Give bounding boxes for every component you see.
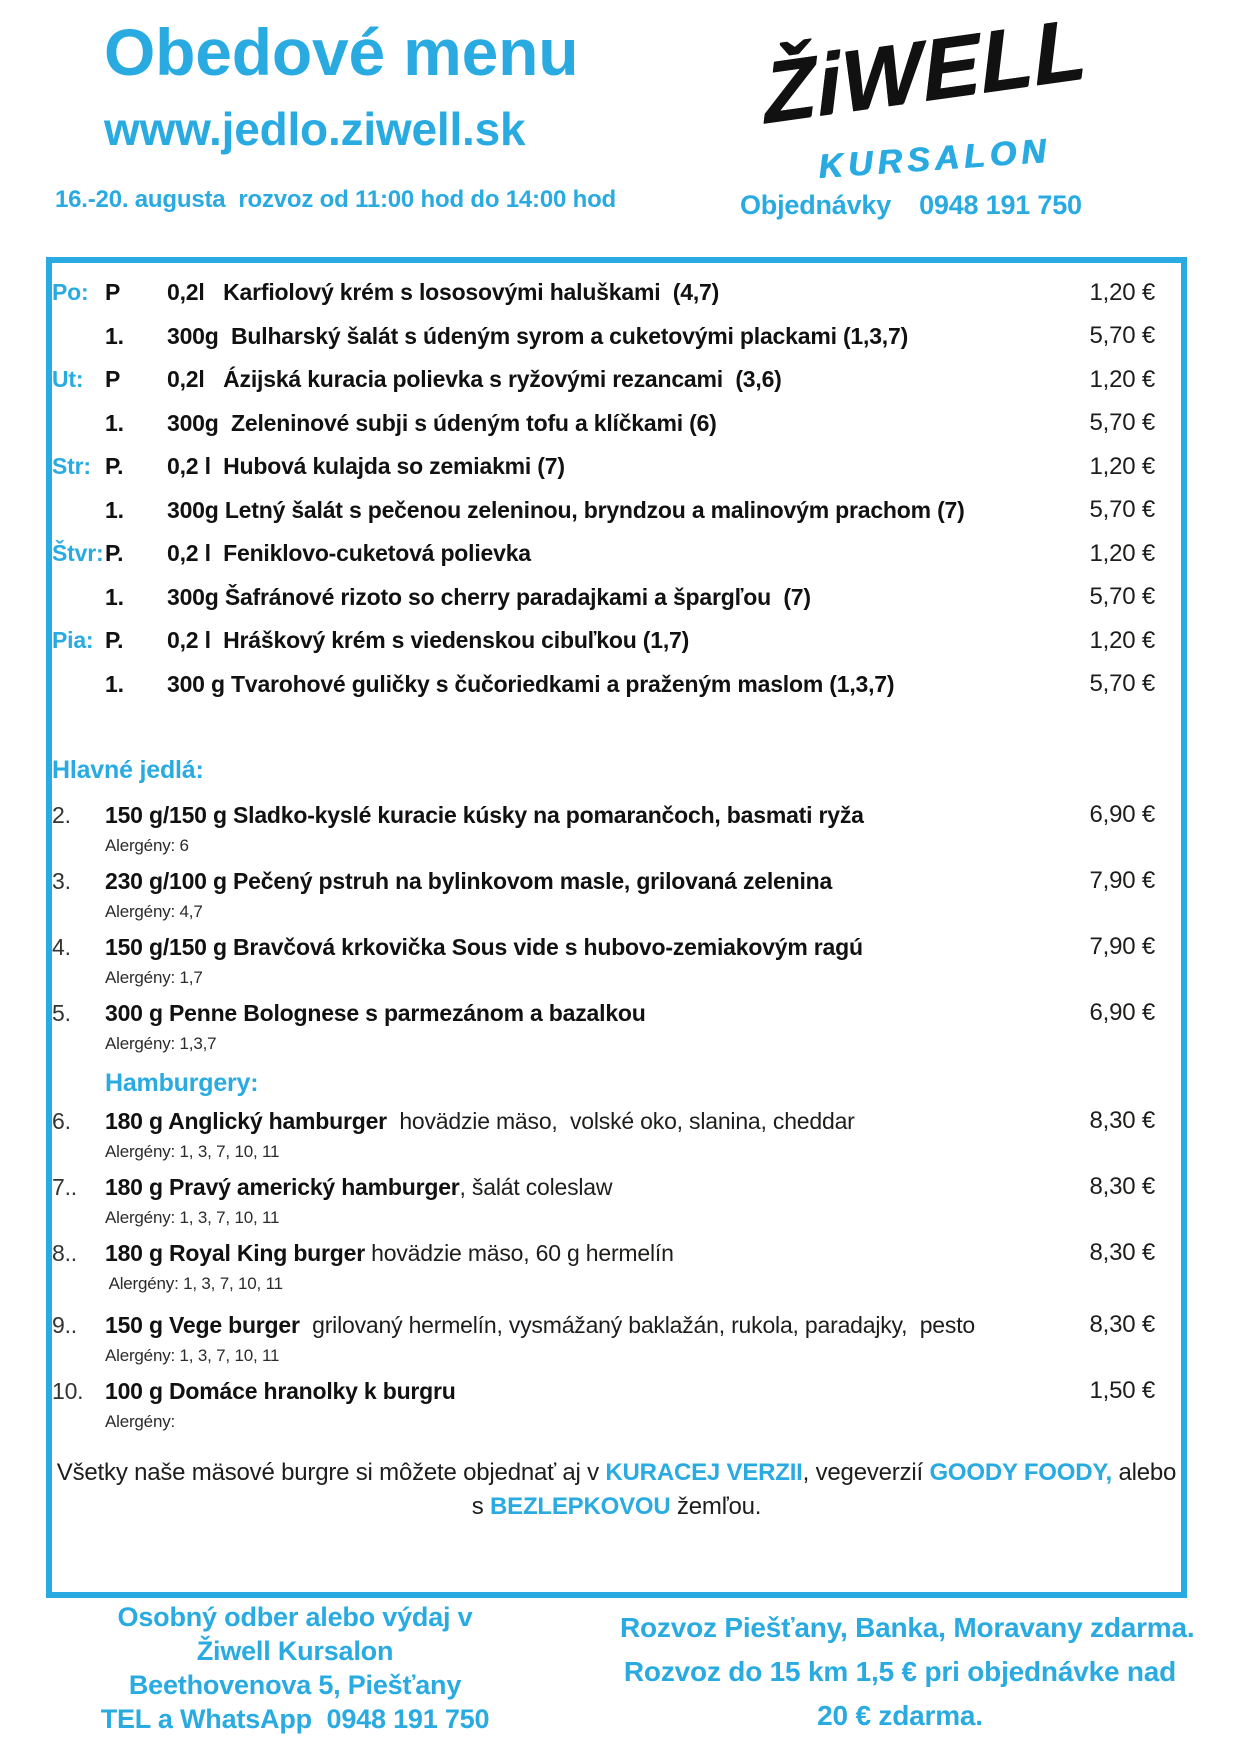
menu-item bbox=[52, 1376, 1181, 1434]
menu-item bbox=[52, 800, 1181, 858]
dish-text: 0,2l Ázijská kuracia polievka s ryžovými rezancami (3,6) bbox=[167, 366, 782, 393]
dish-price: 5,70 € bbox=[1089, 496, 1155, 524]
menu-item-line bbox=[52, 866, 1181, 896]
item-number: 2. bbox=[52, 802, 71, 828]
footer-delivery-info bbox=[620, 1606, 1195, 1738]
item-number: 3. bbox=[52, 868, 71, 894]
dish-price: 1,20 € bbox=[1089, 452, 1155, 480]
menu-item-line bbox=[52, 1106, 1181, 1136]
dish-text bbox=[105, 1172, 1025, 1202]
course-code: 1. bbox=[105, 409, 124, 436]
daily-menu-row bbox=[52, 576, 1181, 620]
date-delivery-line: 16.-20. augusta rozvoz od 11:00 hod do 14:00 hod bbox=[55, 186, 616, 213]
menu-item-line bbox=[52, 1238, 1181, 1268]
dish-text bbox=[105, 1310, 1025, 1340]
dish-name: 150 g/150 g Sladko-kyslé kuracie kúsky na pomarančoch, basmati ryža bbox=[105, 802, 864, 828]
item-number: 9.. bbox=[52, 1312, 77, 1338]
menu-section bbox=[52, 755, 1181, 1056]
menu-item bbox=[52, 1310, 1181, 1368]
course-code: P. bbox=[105, 453, 124, 480]
item-number: 5. bbox=[52, 1000, 71, 1026]
menu-item bbox=[52, 1172, 1181, 1230]
dish-text bbox=[105, 800, 1025, 830]
dish-text: 300g Letný šalát s pečenou zeleninou, bryndzou a malinovým prachom (7) bbox=[167, 496, 965, 523]
dish-price: 1,20 € bbox=[1089, 539, 1155, 567]
dish-price: 8,30 € bbox=[1089, 1311, 1155, 1338]
menu-border-box bbox=[46, 257, 1187, 1598]
dish-text: 0,2 l Feniklovo-cuketová polievka bbox=[167, 540, 531, 567]
orders-phone-line bbox=[740, 190, 1082, 221]
daily-menu-row bbox=[52, 445, 1181, 489]
dish-text: 300g Zeleninové subji s údeným tofu a klíčkami (6) bbox=[167, 409, 717, 436]
allergens-line: Alergény: 1, 3, 7, 10, 11 bbox=[105, 1274, 283, 1293]
dish-price: 8,30 € bbox=[1089, 1239, 1155, 1266]
dish-price: 1,50 € bbox=[1089, 1377, 1155, 1404]
dish-text: 0,2l Karfiolový krém s lososovými haluškami (4,7) bbox=[167, 279, 720, 306]
daily-menu-row bbox=[52, 663, 1181, 707]
daily-menu-row bbox=[52, 315, 1181, 359]
item-number: 10. bbox=[52, 1378, 84, 1404]
orders-phone: 0948 191 750 bbox=[919, 190, 1082, 220]
daily-menu-row bbox=[52, 532, 1181, 576]
daily-menu-row bbox=[52, 358, 1181, 402]
dish-price: 1,20 € bbox=[1089, 365, 1155, 393]
menu-item-line bbox=[52, 1376, 1181, 1406]
dish-text bbox=[105, 1106, 1025, 1136]
allergens-line: Alergény: 1,7 bbox=[105, 968, 203, 987]
course-code: 1. bbox=[105, 583, 124, 610]
note-text: s bbox=[471, 1493, 490, 1520]
menu-item bbox=[52, 932, 1181, 990]
dish-name: 150 g/150 g Bravčová krkovička Sous vide s hubovo-zemiakovým ragú bbox=[105, 934, 863, 960]
note-highlight: KURACEJ VERZII bbox=[605, 1459, 803, 1486]
menu-item bbox=[52, 998, 1181, 1056]
item-number: 4. bbox=[52, 934, 71, 960]
dish-price: 6,90 € bbox=[1089, 801, 1155, 828]
dish-text bbox=[105, 866, 1025, 896]
daily-menu-row bbox=[52, 271, 1181, 315]
note-highlight: BEZLEPKOVOU bbox=[490, 1493, 671, 1520]
item-number: 8.. bbox=[52, 1240, 77, 1266]
allergens-line: Alergény: 1, 3, 7, 10, 11 bbox=[105, 1208, 280, 1227]
dish-price: 5,70 € bbox=[1089, 583, 1155, 611]
orders-label: Objednávky bbox=[740, 190, 892, 220]
menu-item-line bbox=[52, 1310, 1181, 1340]
dish-description: grilovaný hermelín, vysmážaný baklažán, rukola, paradajky, pesto bbox=[299, 1312, 975, 1338]
allergens-line: Alergény: bbox=[105, 1412, 176, 1431]
section-heading: Hlavné jedlá: bbox=[52, 756, 204, 784]
day-label: Pia: bbox=[52, 627, 94, 654]
footer-line: 20 € zdarma. bbox=[817, 1700, 983, 1731]
page-title: Obedové menu bbox=[104, 15, 579, 89]
dish-price: 8,30 € bbox=[1089, 1173, 1155, 1200]
course-code: P bbox=[105, 366, 121, 393]
course-code: P bbox=[105, 279, 121, 306]
daily-menu-row bbox=[52, 489, 1181, 533]
course-code: 1. bbox=[105, 322, 124, 349]
dish-name: 180 g Pravý americký hamburger bbox=[105, 1174, 460, 1200]
note-highlight: GOODY FOODY, bbox=[929, 1459, 1112, 1486]
dish-text: 0,2 l Hráškový krém s viedenskou cibuľkou (1,7) bbox=[167, 627, 690, 654]
footer-line: Rozvoz do 15 km 1,5 € pri objednávke nad bbox=[623, 1656, 1177, 1687]
section-heading: Hamburgery: bbox=[105, 1069, 259, 1097]
dish-text: 0,2 l Hubová kulajda so zemiakmi (7) bbox=[167, 453, 565, 480]
dish-text: 300g Bulharský šalát s údeným syrom a cuketovými plackami (1,3,7) bbox=[167, 322, 909, 349]
footer-line: Rozvoz Piešťany, Banka, Moravany zdarma. bbox=[620, 1612, 1195, 1643]
footer-line: TEL a WhatsApp 0948 191 750 bbox=[100, 1704, 490, 1734]
dish-price: 7,90 € bbox=[1089, 933, 1155, 960]
dish-name: 230 g/100 g Pečený pstruh na bylinkovom masle, grilovaná zelenina bbox=[105, 868, 833, 894]
course-code: 1. bbox=[105, 496, 124, 523]
note-text: Všetky naše mäsové burgre si môžete objednať aj v bbox=[56, 1459, 606, 1486]
dish-description: hovädzie mäso, volské oko, slanina, cheddar bbox=[386, 1108, 855, 1134]
footer-line: Žiwell Kursalon bbox=[196, 1636, 394, 1666]
dish-text bbox=[105, 1376, 1025, 1406]
website-url: www.jedlo.ziwell.sk bbox=[104, 103, 526, 155]
daily-menu-row bbox=[52, 402, 1181, 446]
allergens-line: Alergény: 1, 3, 7, 10, 11 bbox=[105, 1346, 280, 1365]
menu-section bbox=[52, 1068, 1181, 1434]
note-text: žemľou. bbox=[670, 1493, 762, 1520]
dish-price: 1,20 € bbox=[1089, 626, 1155, 654]
dish-description: , šalát coleslaw bbox=[459, 1174, 613, 1200]
dish-description: hovädzie mäso, 60 g hermelín bbox=[364, 1240, 674, 1266]
dish-text bbox=[105, 1238, 1025, 1268]
day-label: Štvr: bbox=[52, 540, 104, 567]
kursalon-logo: KURSALON bbox=[816, 131, 1052, 187]
note-line bbox=[52, 1490, 1181, 1524]
menu-sections bbox=[52, 755, 1181, 1524]
dish-price: 1,20 € bbox=[1089, 278, 1155, 306]
menu-item-line bbox=[52, 1172, 1181, 1202]
dish-name: 300 g Penne Bolognese s parmezánom a bazalkou bbox=[105, 1000, 646, 1026]
allergens-line: Alergény: 1, 3, 7, 10, 11 bbox=[105, 1142, 280, 1161]
dish-name: 180 g Royal King burger bbox=[105, 1240, 365, 1266]
course-code: 1. bbox=[105, 670, 124, 697]
dish-text: 300g Šafránové rizoto so cherry paradajkami a špargľou (7) bbox=[167, 583, 811, 610]
burger-options-note bbox=[52, 1456, 1181, 1524]
dish-text bbox=[105, 998, 1025, 1028]
footer-pickup-address bbox=[60, 1600, 530, 1736]
ziwell-logo: ŽiWELL bbox=[760, 0, 1090, 142]
item-number: 7.. bbox=[52, 1174, 77, 1200]
menu-item bbox=[52, 866, 1181, 924]
allergens-line: Alergény: 6 bbox=[105, 836, 189, 855]
menu-item-line bbox=[52, 800, 1181, 830]
menu-item bbox=[52, 1106, 1181, 1164]
footer-line: Beethovenova 5, Piešťany bbox=[128, 1670, 462, 1700]
dish-name: 150 g Vege burger bbox=[105, 1312, 300, 1338]
course-code: P. bbox=[105, 627, 124, 654]
note-line bbox=[52, 1456, 1181, 1490]
daily-menu-list bbox=[52, 271, 1181, 706]
dish-price: 5,70 € bbox=[1089, 670, 1155, 698]
dish-price: 7,90 € bbox=[1089, 867, 1155, 894]
course-code: P. bbox=[105, 540, 124, 567]
allergens-line: Alergény: 4,7 bbox=[105, 902, 203, 921]
dish-text: 300 g Tvarohové guličky s čučoriedkami a praženým maslom (1,3,7) bbox=[167, 670, 895, 697]
menu-item bbox=[52, 1238, 1181, 1296]
allergens-line: Alergény: 1,3,7 bbox=[105, 1034, 217, 1053]
menu-item-line bbox=[52, 998, 1181, 1028]
daily-menu-row bbox=[52, 619, 1181, 663]
day-label: Ut: bbox=[52, 366, 84, 393]
note-text: , vegeverzií bbox=[802, 1459, 930, 1486]
dish-name: 100 g Domáce hranolky k burgru bbox=[105, 1378, 456, 1404]
day-label: Str: bbox=[52, 453, 91, 480]
dish-price: 8,30 € bbox=[1089, 1107, 1155, 1134]
dish-name: 180 g Anglický hamburger bbox=[105, 1108, 387, 1134]
dish-price: 6,90 € bbox=[1089, 999, 1155, 1026]
item-number: 6. bbox=[52, 1108, 71, 1134]
footer-line: Osobný odber alebo výdaj v bbox=[117, 1602, 473, 1632]
dish-price: 5,70 € bbox=[1089, 322, 1155, 350]
note-text: alebo bbox=[1111, 1459, 1177, 1486]
dish-text bbox=[105, 932, 1025, 962]
menu-item-line bbox=[52, 932, 1181, 962]
day-label: Po: bbox=[52, 279, 89, 306]
dish-price: 5,70 € bbox=[1089, 409, 1155, 437]
